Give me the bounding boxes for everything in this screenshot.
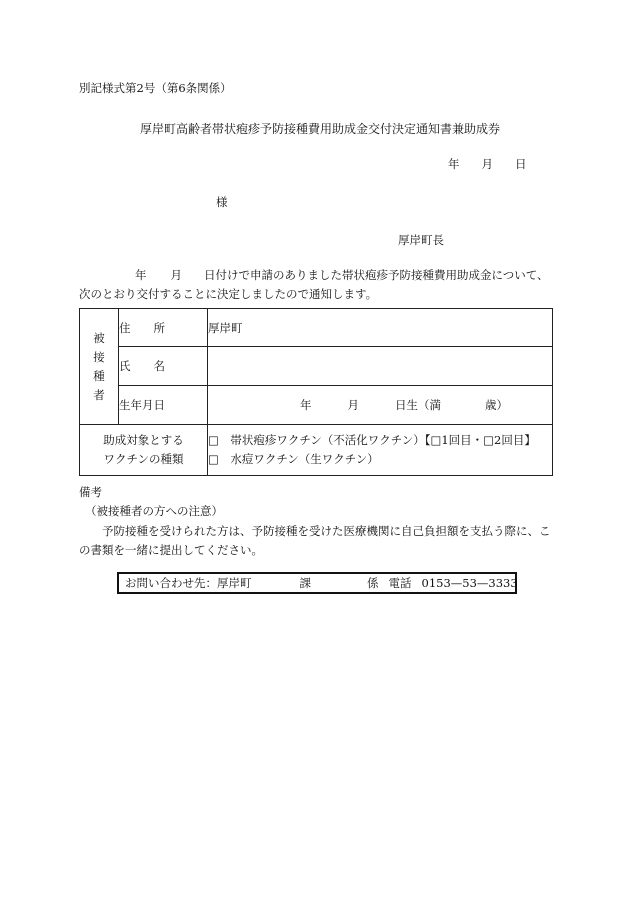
recipient-info-table [79,308,553,476]
contact-phone: 0153—53—3333 [421,576,518,590]
name-field[interactable] [208,347,553,386]
document-title: 厚岸町高齢者帯状疱疹予防接種費用助成金交付決定通知書兼助成券 [140,122,501,136]
address-label: 住 所 [119,309,208,347]
recipient-suffix: 様 [216,195,228,209]
vaccine-type-label: 助成対象とする ワクチンの種類 [80,425,208,476]
dob-age-suffix: 歳） [485,398,508,412]
remarks-subheading: （被接種者の方への注意） [85,504,223,518]
remarks-heading: 備考 [79,485,102,499]
contact-box [117,572,517,594]
body-year: 年 [135,268,147,282]
vaccine-type-options [208,425,553,476]
date-month: 月 [481,157,493,171]
dob-year: 年 [300,398,312,412]
dob-label: 生年月日 [119,386,208,425]
name-label: 氏 名 [119,347,208,386]
issue-date [448,156,527,172]
dob-day-age: 日生（満 [395,398,441,412]
contact-section: 係 [367,576,379,590]
remarks-text: 予防接種を受けられた方は、予防接種を受けた医療機関に自己負担額を支払う際に、こ の書類を一緒に提出してください。 [79,524,551,557]
vaccine-option-varicella[interactable]: □ 水痘ワクチン（生ワクチン） [208,452,379,466]
address-field[interactable]: 厚岸町 [208,309,553,347]
date-day: 日 [515,157,527,171]
vaccinee-group-label: 被 接 種 者 [80,309,119,425]
vaccine-option-shingles[interactable]: □ 帯状疱疹ワクチン（不活化ワクチン）【□1回目・□2回目】 [208,433,536,447]
dob-month: 月 [347,398,359,412]
date-year: 年 [448,157,460,171]
contact-dept: 課 [299,576,311,590]
body-text-line1: 日付けで申請のありました帯状疱疹予防接種費用助成金について、 [204,268,549,282]
form-identifier: 別記様式第2号（第6条関係） [79,81,232,95]
contact-phone-label: 電話 [388,576,412,590]
issuer-name: 厚岸町長 [398,233,444,247]
contact-prefix: お問い合わせ先：厚岸町 [125,576,252,590]
body-text-line2: 次のとおり交付することに決定しましたので通知します。 [79,287,378,301]
dob-field[interactable] [208,386,553,425]
body-month: 月 [170,268,182,282]
notice-body [79,266,557,304]
